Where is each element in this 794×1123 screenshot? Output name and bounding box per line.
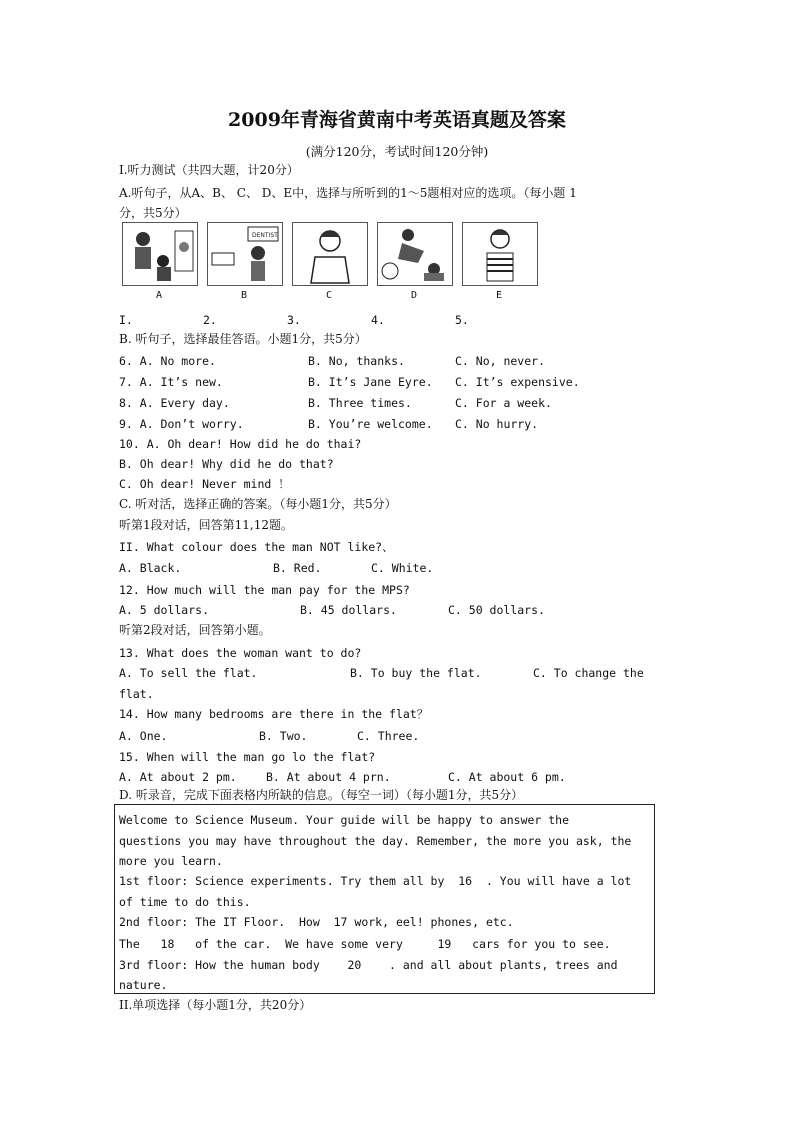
answer-number: 5. xyxy=(455,313,469,327)
question-12: 12. How much will the man pay for the MPS? xyxy=(119,583,410,597)
picture-a xyxy=(122,222,198,286)
box-line: 2nd floor: The IT Floor. How 17 work, eel! phones, etc. xyxy=(119,915,514,929)
picture-c xyxy=(292,222,368,286)
part-a-intro-cont: 分，共5分） xyxy=(119,206,187,220)
question-15-c: C. At about 6 pm. xyxy=(448,770,566,784)
question-13-b: B. To buy the flat. xyxy=(350,666,482,680)
picture-label-e: E xyxy=(495,290,503,301)
box-line: 3rd floor: How the human body 20 . and all about plants, trees and xyxy=(119,958,618,972)
question-12-c: C. 50 dollars. xyxy=(448,603,545,617)
question-12-a: A. 5 dollars. xyxy=(119,603,210,617)
section-2-heading: II.单项选择（每小题1分，共20分） xyxy=(119,998,312,1012)
question-11-b: B. Red. xyxy=(273,561,322,575)
box-line: Welcome to Science Museum. Your guide will be happy to answer the xyxy=(119,813,570,827)
part-c-intro: C. 听对活，选择正确的答案。（每小题1分，共5分） xyxy=(119,497,397,511)
part-a-intro: A.听句子，从A、B、 C、 D、E中，选择与所听到的1～5题相对应的选项。（每小题 1 xyxy=(119,186,577,200)
question-10-a: 10. A. Oh dear! How did he do thai? xyxy=(119,437,362,451)
picture-d xyxy=(377,222,453,286)
question-15: 15. When will the man go lo the flat? xyxy=(119,750,376,764)
question-10-b: B. Oh dear! Why did he do that? xyxy=(119,457,334,471)
question-13-a: A. To sell the flat. xyxy=(119,666,258,680)
picture-label-b: B xyxy=(240,290,248,301)
page-title: 2009年青海省黄南中考英语真题及答案 xyxy=(228,109,566,131)
question-8-a: 8. A. Every day. xyxy=(119,396,230,410)
question-15-b: B. At about 4 prn. xyxy=(266,770,391,784)
question-14: 14. How many bedrooms are there in the flat？ xyxy=(119,707,429,721)
answer-number: I. xyxy=(119,313,133,327)
question-7-b: B. It’s Jane Eyre. xyxy=(308,375,433,389)
box-line: questions you may have throughout the day. Remember, the more you ask, the xyxy=(119,834,632,848)
question-6-c: C. No, never. xyxy=(455,354,546,368)
question-11-a: A. Black. xyxy=(119,561,182,575)
question-14-c: C. Three. xyxy=(357,729,420,743)
box-line: more you learn. xyxy=(119,854,223,868)
question-13-c: C. To change the xyxy=(533,666,644,680)
question-11: II. What colour does the man NOT like?、 xyxy=(119,540,394,554)
section-heading: I.听力测试（共四大题，计20分） xyxy=(119,163,299,177)
question-15-a: A. At about 2 pm. xyxy=(119,770,237,784)
question-9-b: B. You’re welcome. xyxy=(308,417,433,431)
part-b-intro: B. 听句子，选择最佳答语。小题1分，共5分） xyxy=(119,332,367,346)
page-subtitle: (满分120分，考试时间120分钟) xyxy=(305,144,489,159)
question-8-b: B. Three times. xyxy=(308,396,412,410)
answer-number: 4. xyxy=(371,313,385,327)
question-6-b: B. No, thanks. xyxy=(308,354,405,368)
box-line: The 18 of the car. We have some very 19 cars for you to see. xyxy=(119,937,611,951)
question-14-b: B. Two. xyxy=(259,729,308,743)
answer-number: 2. xyxy=(203,313,217,327)
question-9-c: C. No hurry. xyxy=(455,417,539,431)
part-d-intro: D. 听录音，完成下面表格内所缺的信息。（每空一词）（每小题1分，共5分） xyxy=(119,788,524,802)
picture-e xyxy=(462,222,538,286)
question-13: 13. What does the woman want to do? xyxy=(119,646,362,660)
dialog-1-instruction: 听第1段对话，回答第11,12题。 xyxy=(119,518,293,532)
question-10-c: C. Oh dear! Never mind ！ xyxy=(119,477,290,491)
question-7-a: 7. A. It’s new. xyxy=(119,375,223,389)
question-12-b: B. 45 dollars. xyxy=(300,603,397,617)
box-line: of time to do this. xyxy=(119,895,251,909)
answer-number: 3. xyxy=(287,313,301,327)
svg-text:DENTIST: DENTIST xyxy=(252,232,278,239)
question-11-c: C. White. xyxy=(371,561,434,575)
picture-b xyxy=(207,222,283,286)
question-6-a: 6. A. No more. xyxy=(119,354,216,368)
question-13-c-cont: flat. xyxy=(119,687,154,701)
picture-label-a: A xyxy=(155,290,163,301)
dialog-2-instruction: 听第2段对话，回答第小题。 xyxy=(119,623,271,637)
box-line: nature. xyxy=(119,978,168,992)
question-7-c: C. It’s expensive. xyxy=(455,375,580,389)
question-9-a: 9. A. Don’t worry. xyxy=(119,417,244,431)
question-8-c: C. For a week. xyxy=(455,396,552,410)
box-line: 1st floor: Science experiments. Try them all by 16 . You will have a lot xyxy=(119,874,632,888)
picture-label-d: D xyxy=(410,290,418,301)
question-14-a: A. One. xyxy=(119,729,168,743)
picture-label-c: C xyxy=(325,290,333,301)
